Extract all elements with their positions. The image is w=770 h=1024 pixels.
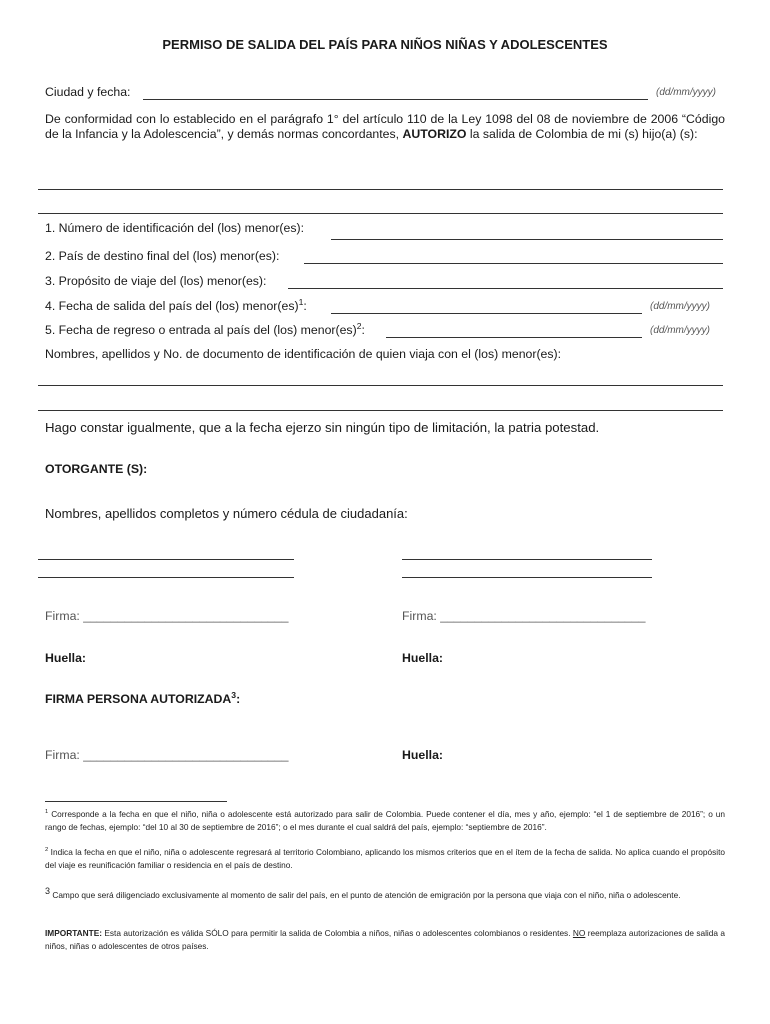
footnote-1-number: 1: [45, 809, 49, 816]
document-title: PERMISO DE SALIDA DEL PAÍS PARA NIÑOS NIÑAS Y ADOLESCENTES: [162, 37, 608, 52]
footnote-2-text: Indica la fecha en que el niño, niña o adolescente regresará al territorio Colombiano, aplicando los mismos criterios que en el ítem de la fecha de salida. No aplica cuando el propósito del viaje es reunificación familiar o residencia en el país de destino.: [45, 847, 725, 870]
children-names-line-2[interactable]: [38, 213, 723, 214]
otorgante-1-line-2[interactable]: [38, 577, 294, 578]
item-return-field[interactable]: [386, 337, 642, 338]
authorized-person-fingerprint-label: Huella:: [402, 748, 443, 762]
intro-autorizo: AUTORIZO: [402, 127, 467, 141]
intro-paragraph: [45, 112, 725, 142]
footnote-ref-3: 3: [231, 689, 237, 700]
authorized-person-heading-text: FIRMA PERSONA AUTORIZADA: [45, 692, 232, 706]
footnote-ref-2: 2: [356, 320, 362, 331]
city-date-label: Ciudad y fecha:: [45, 85, 131, 99]
footnote-ref-1: 1: [298, 296, 304, 307]
item-departure-hint: (dd/mm/yyyy): [650, 301, 710, 312]
traveler-line-2[interactable]: [38, 410, 723, 411]
authorized-person-heading: [45, 689, 241, 707]
item-destination-label: 2. País de destino final del (los) menor(es):: [45, 249, 280, 263]
footnote-2-number: 2: [45, 847, 49, 854]
item-departure-label: [45, 296, 307, 314]
intro-text-end: la salida de Colombia de mi (s) hijo(a) (s):: [466, 127, 698, 141]
otorgantes-names-label: Nombres, apellidos completos y número cédula de ciudadanía:: [45, 506, 408, 521]
city-date-hint: (dd/mm/yyyy): [656, 87, 716, 98]
otorgante-1-fingerprint-label: Huella:: [45, 651, 86, 665]
item-id-label: 1. Número de identificación del (los) menor(es):: [45, 221, 305, 235]
item-purpose-field[interactable]: [288, 288, 723, 289]
item-return-label: [45, 320, 365, 338]
important-note: [45, 927, 725, 953]
item-departure-text: 4. Fecha de salida del país del (los) menor(es): [45, 299, 299, 313]
item-purpose-label: 3. Propósito de viaje del (los) menor(es):: [45, 274, 267, 288]
otorgante-1-line-1[interactable]: [38, 559, 294, 560]
otorgante-2-signature[interactable]: Firma: ______________________________: [402, 609, 646, 623]
footnote-2: [45, 846, 725, 872]
item-return-text: 5. Fecha de regreso o entrada al país del (los) menor(es): [45, 323, 357, 337]
important-no: NO: [572, 928, 586, 938]
otorgante-2-line-1[interactable]: [402, 559, 652, 560]
important-text-a: Esta autorización es válida SÓLO para permitir la salida de Colombia a niños, niñas o adolescentes colombianos o residentes.: [102, 928, 573, 938]
footnote-1-text: Corresponde a la fecha en que el niño, niña o adolescente está autorizado para salir de Colombia. Puede contener el día, mes y año, ejemplo: “el 1 de septiembre de 2016”; o un rango de fechas, ejemplo: “del 10 al 30 de septiembre de 2016”; o el mes durante el cual saldrá del país, ejemplo: “septiembre de 2016”.: [45, 809, 725, 832]
item-return-hint: (dd/mm/yyyy): [650, 325, 710, 336]
patria-potestad-statement: Hago constar igualmente, que a la fecha ejerzo sin ningún tipo de limitación, la patria potestad.: [45, 420, 600, 435]
otorgante-2-line-2[interactable]: [402, 577, 652, 578]
traveler-line-1[interactable]: [38, 385, 723, 386]
footnote-3-number: 3: [45, 886, 51, 897]
children-names-line-1[interactable]: [38, 189, 723, 190]
footnote-separator: [45, 801, 227, 802]
item-destination-field[interactable]: [304, 263, 723, 264]
authorized-person-signature[interactable]: Firma: ______________________________: [45, 748, 289, 762]
item-id-field[interactable]: [331, 239, 723, 240]
otorgante-1-signature[interactable]: Firma: ______________________________: [45, 609, 289, 623]
important-text-b: reemplaza autorizaciones de salida a niños, niñas o adolescentes de otros países.: [45, 928, 725, 951]
item-return-colon: :: [361, 323, 365, 337]
city-date-field[interactable]: [143, 99, 648, 100]
footnote-3-text: Campo que será diligenciado exclusivamente al momento de salir del país, en el punto de atención de emigración por la persona que viaja con el niño, niña o adolescente.: [52, 890, 681, 900]
authorized-person-heading-colon: :: [236, 692, 241, 706]
footnote-1: [45, 808, 725, 834]
important-label: IMPORTANTE:: [45, 928, 102, 938]
item-departure-field[interactable]: [331, 313, 642, 314]
item-departure-colon: :: [303, 299, 307, 313]
intro-text: De conformidad con lo establecido en el parágrafo 1° del artículo 110 de la Ley 1098 del 08 de noviembre de 2006 “Código de la Infancia y la Adolescencia”, y demás normas concordantes,: [45, 112, 725, 141]
footnote-3: [45, 886, 725, 904]
otorgante-2-fingerprint-label: Huella:: [402, 651, 443, 665]
traveler-label: Nombres, apellidos y No. de documento de identificación de quien viaja con el (los) menor(es):: [45, 347, 562, 361]
otorgantes-heading: OTORGANTE (S):: [45, 462, 148, 476]
